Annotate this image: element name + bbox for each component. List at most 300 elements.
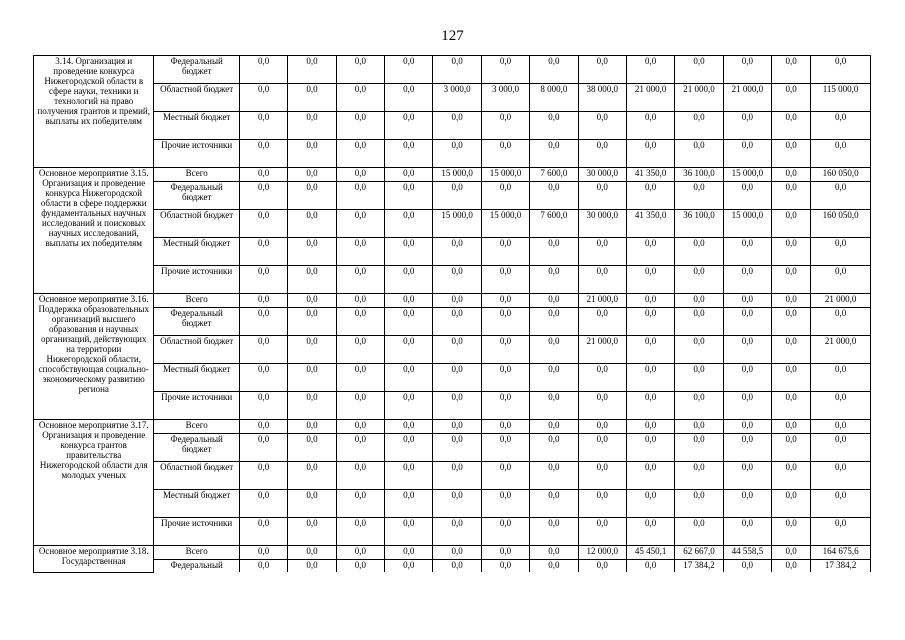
year-value-cell: 0,0 bbox=[481, 308, 529, 336]
year-value-cell: 0,0 bbox=[481, 112, 529, 140]
year-value-cell: 0,0 bbox=[433, 336, 481, 364]
year-value-cell: 0,0 bbox=[772, 308, 811, 336]
year-value-cell: 0,0 bbox=[578, 112, 626, 140]
year-value-cell: 21 000,0 bbox=[675, 84, 723, 112]
year-value-cell: 0,0 bbox=[675, 518, 723, 546]
year-value-cell: 0,0 bbox=[578, 308, 626, 336]
year-value-cell: 0,0 bbox=[288, 434, 336, 462]
table-row bbox=[34, 168, 871, 182]
year-value-cell: 0,0 bbox=[530, 392, 578, 420]
year-value-cell: 0,0 bbox=[288, 84, 336, 112]
year-value-cell: 38 000,0 bbox=[578, 84, 626, 112]
year-value-cell: 0,0 bbox=[239, 560, 287, 573]
table-row bbox=[34, 238, 871, 266]
year-value-cell: 0,0 bbox=[723, 336, 771, 364]
total-value-cell: 21 000,0 bbox=[811, 294, 871, 308]
year-value-cell: 0,0 bbox=[385, 140, 433, 168]
activity-name-cell: Основное мероприятие 3.16. Поддержка образовательных организаций высшего образования и научных организаций, действующих на территории Нижегородской области, способствующая социально-экономическому развитию региона bbox=[34, 294, 154, 420]
year-value-cell: 0,0 bbox=[433, 266, 481, 294]
year-value-cell: 0,0 bbox=[385, 168, 433, 182]
year-value-cell: 0,0 bbox=[239, 266, 287, 294]
year-value-cell: 0,0 bbox=[239, 238, 287, 266]
table-row bbox=[34, 420, 871, 434]
year-value-cell: 0,0 bbox=[723, 560, 771, 573]
year-value-cell: 0,0 bbox=[288, 238, 336, 266]
total-value-cell: 0,0 bbox=[811, 140, 871, 168]
year-value-cell: 62 667,0 bbox=[675, 546, 723, 560]
year-value-cell: 0,0 bbox=[288, 462, 336, 490]
year-value-cell: 3 000,0 bbox=[481, 84, 529, 112]
year-value-cell: 0,0 bbox=[481, 294, 529, 308]
year-value-cell: 0,0 bbox=[336, 238, 384, 266]
year-value-cell: 0,0 bbox=[433, 140, 481, 168]
budget-table-body bbox=[34, 56, 871, 573]
funding-source-cell: Местный бюджет bbox=[154, 238, 239, 266]
funding-source-cell: Прочие источники bbox=[154, 392, 239, 420]
year-value-cell: 0,0 bbox=[385, 336, 433, 364]
year-value-cell: 0,0 bbox=[336, 56, 384, 84]
year-value-cell: 0,0 bbox=[723, 140, 771, 168]
year-value-cell: 0,0 bbox=[288, 210, 336, 238]
table-row bbox=[34, 210, 871, 238]
table-row bbox=[34, 490, 871, 518]
year-value-cell: 0,0 bbox=[723, 182, 771, 210]
total-value-cell: 0,0 bbox=[811, 112, 871, 140]
year-value-cell: 15 000,0 bbox=[723, 168, 771, 182]
activity-name-cell: Основное мероприятие 3.17. Организация и проведение конкурса грантов правительства Нижегородской области для молодых ученых bbox=[34, 420, 154, 546]
year-value-cell: 0,0 bbox=[578, 238, 626, 266]
year-value-cell: 0,0 bbox=[239, 308, 287, 336]
year-value-cell: 0,0 bbox=[772, 294, 811, 308]
year-value-cell: 0,0 bbox=[481, 560, 529, 573]
year-value-cell: 0,0 bbox=[530, 336, 578, 364]
year-value-cell: 0,0 bbox=[578, 560, 626, 573]
year-value-cell: 0,0 bbox=[336, 518, 384, 546]
page-number: 127 bbox=[441, 28, 464, 44]
year-value-cell: 0,0 bbox=[578, 462, 626, 490]
year-value-cell: 3 000,0 bbox=[433, 84, 481, 112]
funding-source-cell: Областной бюджет bbox=[154, 84, 239, 112]
year-value-cell: 0,0 bbox=[385, 210, 433, 238]
year-value-cell: 0,0 bbox=[530, 462, 578, 490]
year-value-cell: 0,0 bbox=[239, 518, 287, 546]
year-value-cell: 0,0 bbox=[675, 294, 723, 308]
year-value-cell: 0,0 bbox=[626, 560, 674, 573]
year-value-cell: 30 000,0 bbox=[578, 168, 626, 182]
year-value-cell: 0,0 bbox=[530, 546, 578, 560]
year-value-cell: 0,0 bbox=[772, 140, 811, 168]
year-value-cell: 0,0 bbox=[385, 546, 433, 560]
activity-name-cell: Основное мероприятие 3.15. Организация и проведение конкурса Нижегородской области в сфере поддержки фундаментальных научных исследований и поисковых научных исследований, выплаты их победителям bbox=[34, 168, 154, 294]
budget-table bbox=[33, 55, 871, 573]
year-value-cell: 0,0 bbox=[530, 112, 578, 140]
table-row bbox=[34, 56, 871, 84]
year-value-cell: 0,0 bbox=[385, 112, 433, 140]
total-value-cell: 0,0 bbox=[811, 308, 871, 336]
year-value-cell: 15 000,0 bbox=[433, 210, 481, 238]
table-row bbox=[34, 518, 871, 546]
year-value-cell: 12 000,0 bbox=[578, 546, 626, 560]
funding-source-cell: Областной бюджет bbox=[154, 336, 239, 364]
year-value-cell: 15 000,0 bbox=[433, 168, 481, 182]
year-value-cell: 0,0 bbox=[530, 518, 578, 546]
year-value-cell: 0,0 bbox=[288, 266, 336, 294]
year-value-cell: 0,0 bbox=[675, 420, 723, 434]
year-value-cell: 0,0 bbox=[385, 434, 433, 462]
year-value-cell: 0,0 bbox=[626, 238, 674, 266]
year-value-cell: 0,0 bbox=[723, 294, 771, 308]
total-value-cell: 0,0 bbox=[811, 420, 871, 434]
year-value-cell: 0,0 bbox=[675, 336, 723, 364]
year-value-cell: 0,0 bbox=[626, 392, 674, 420]
year-value-cell: 0,0 bbox=[336, 546, 384, 560]
year-value-cell: 0,0 bbox=[626, 434, 674, 462]
year-value-cell: 0,0 bbox=[336, 434, 384, 462]
year-value-cell: 0,0 bbox=[481, 364, 529, 392]
year-value-cell: 0,0 bbox=[481, 462, 529, 490]
total-value-cell: 0,0 bbox=[811, 518, 871, 546]
year-value-cell: 0,0 bbox=[239, 140, 287, 168]
year-value-cell: 7 600,0 bbox=[530, 168, 578, 182]
year-value-cell: 0,0 bbox=[578, 420, 626, 434]
year-value-cell: 0,0 bbox=[723, 420, 771, 434]
year-value-cell: 0,0 bbox=[481, 434, 529, 462]
funding-source-cell: Федеральный бюджет bbox=[154, 182, 239, 210]
year-value-cell: 0,0 bbox=[626, 266, 674, 294]
year-value-cell: 0,0 bbox=[336, 84, 384, 112]
total-value-cell: 17 384,2 bbox=[811, 560, 871, 573]
year-value-cell: 0,0 bbox=[723, 392, 771, 420]
table-row bbox=[34, 364, 871, 392]
year-value-cell: 0,0 bbox=[239, 336, 287, 364]
year-value-cell: 0,0 bbox=[626, 462, 674, 490]
year-value-cell: 0,0 bbox=[336, 266, 384, 294]
year-value-cell: 0,0 bbox=[336, 392, 384, 420]
table-row bbox=[34, 546, 871, 560]
total-value-cell: 0,0 bbox=[811, 182, 871, 210]
year-value-cell: 0,0 bbox=[385, 294, 433, 308]
year-value-cell: 0,0 bbox=[723, 434, 771, 462]
table-row bbox=[34, 84, 871, 112]
funding-source-cell: Федеральный бюджет bbox=[154, 434, 239, 462]
year-value-cell: 0,0 bbox=[723, 490, 771, 518]
year-value-cell: 0,0 bbox=[239, 168, 287, 182]
year-value-cell: 0,0 bbox=[433, 392, 481, 420]
year-value-cell: 0,0 bbox=[239, 434, 287, 462]
year-value-cell: 0,0 bbox=[772, 266, 811, 294]
year-value-cell: 0,0 bbox=[239, 420, 287, 434]
year-value-cell: 0,0 bbox=[385, 518, 433, 546]
year-value-cell: 0,0 bbox=[772, 238, 811, 266]
year-value-cell: 0,0 bbox=[385, 490, 433, 518]
year-value-cell: 0,0 bbox=[239, 112, 287, 140]
year-value-cell: 17 384,2 bbox=[675, 560, 723, 573]
year-value-cell: 0,0 bbox=[772, 392, 811, 420]
funding-source-cell: Прочие источники bbox=[154, 518, 239, 546]
activity-name-cell: Основное мероприятие 3.18. Государственная bbox=[34, 546, 154, 573]
year-value-cell: 21 000,0 bbox=[626, 84, 674, 112]
year-value-cell: 0,0 bbox=[288, 392, 336, 420]
year-value-cell: 36 100,0 bbox=[675, 168, 723, 182]
year-value-cell: 0,0 bbox=[239, 84, 287, 112]
year-value-cell: 0,0 bbox=[239, 182, 287, 210]
year-value-cell: 0,0 bbox=[772, 364, 811, 392]
total-value-cell: 0,0 bbox=[811, 266, 871, 294]
year-value-cell: 0,0 bbox=[578, 140, 626, 168]
year-value-cell: 0,0 bbox=[433, 490, 481, 518]
year-value-cell: 21 000,0 bbox=[578, 336, 626, 364]
year-value-cell: 0,0 bbox=[481, 266, 529, 294]
year-value-cell: 0,0 bbox=[723, 308, 771, 336]
total-value-cell: 21 000,0 bbox=[811, 336, 871, 364]
year-value-cell: 0,0 bbox=[675, 308, 723, 336]
year-value-cell: 0,0 bbox=[336, 462, 384, 490]
year-value-cell: 0,0 bbox=[288, 182, 336, 210]
year-value-cell: 0,0 bbox=[481, 420, 529, 434]
year-value-cell: 0,0 bbox=[336, 112, 384, 140]
year-value-cell: 0,0 bbox=[675, 490, 723, 518]
year-value-cell: 41 350,0 bbox=[626, 168, 674, 182]
year-value-cell: 0,0 bbox=[433, 112, 481, 140]
funding-source-cell: Федеральный bbox=[154, 560, 239, 573]
year-value-cell: 8 000,0 bbox=[530, 84, 578, 112]
year-value-cell: 0,0 bbox=[578, 490, 626, 518]
year-value-cell: 0,0 bbox=[578, 182, 626, 210]
year-value-cell: 0,0 bbox=[239, 364, 287, 392]
year-value-cell: 0,0 bbox=[385, 420, 433, 434]
year-value-cell: 0,0 bbox=[772, 490, 811, 518]
year-value-cell: 0,0 bbox=[675, 182, 723, 210]
year-value-cell: 0,0 bbox=[433, 560, 481, 573]
year-value-cell: 0,0 bbox=[481, 56, 529, 84]
year-value-cell: 45 450,1 bbox=[626, 546, 674, 560]
year-value-cell: 0,0 bbox=[433, 238, 481, 266]
year-value-cell: 0,0 bbox=[239, 490, 287, 518]
year-value-cell: 0,0 bbox=[481, 490, 529, 518]
activity-name-cell: 3.14. Организация и проведение конкурса Нижегородской области в сфере науки, техники и технологий на право получения грантов и премий, выплаты их победителям bbox=[34, 56, 154, 168]
year-value-cell: 0,0 bbox=[675, 364, 723, 392]
year-value-cell: 0,0 bbox=[239, 210, 287, 238]
year-value-cell: 0,0 bbox=[772, 560, 811, 573]
year-value-cell: 0,0 bbox=[530, 294, 578, 308]
year-value-cell: 0,0 bbox=[385, 392, 433, 420]
total-value-cell: 0,0 bbox=[811, 434, 871, 462]
year-value-cell: 0,0 bbox=[578, 56, 626, 84]
year-value-cell: 0,0 bbox=[578, 518, 626, 546]
year-value-cell: 0,0 bbox=[481, 546, 529, 560]
funding-source-cell: Федеральный бюджет bbox=[154, 308, 239, 336]
year-value-cell: 0,0 bbox=[772, 462, 811, 490]
funding-source-cell: Всего bbox=[154, 168, 239, 182]
year-value-cell: 0,0 bbox=[288, 112, 336, 140]
year-value-cell: 0,0 bbox=[239, 392, 287, 420]
year-value-cell: 0,0 bbox=[723, 56, 771, 84]
year-value-cell: 0,0 bbox=[288, 546, 336, 560]
year-value-cell: 21 000,0 bbox=[723, 84, 771, 112]
total-value-cell: 0,0 bbox=[811, 56, 871, 84]
year-value-cell: 0,0 bbox=[288, 560, 336, 573]
table-row bbox=[34, 560, 871, 573]
year-value-cell: 0,0 bbox=[336, 420, 384, 434]
year-value-cell: 0,0 bbox=[675, 392, 723, 420]
year-value-cell: 0,0 bbox=[675, 434, 723, 462]
total-value-cell: 0,0 bbox=[811, 392, 871, 420]
year-value-cell: 0,0 bbox=[288, 420, 336, 434]
funding-source-cell: Федеральный бюджет bbox=[154, 56, 239, 84]
year-value-cell: 0,0 bbox=[675, 56, 723, 84]
table-row bbox=[34, 140, 871, 168]
year-value-cell: 0,0 bbox=[723, 364, 771, 392]
year-value-cell: 0,0 bbox=[336, 336, 384, 364]
year-value-cell: 36 100,0 bbox=[675, 210, 723, 238]
year-value-cell: 0,0 bbox=[336, 308, 384, 336]
year-value-cell: 0,0 bbox=[433, 546, 481, 560]
year-value-cell: 0,0 bbox=[481, 140, 529, 168]
funding-source-cell: Местный бюджет bbox=[154, 364, 239, 392]
year-value-cell: 0,0 bbox=[481, 238, 529, 266]
year-value-cell: 0,0 bbox=[385, 182, 433, 210]
funding-source-cell: Местный бюджет bbox=[154, 490, 239, 518]
year-value-cell: 0,0 bbox=[530, 308, 578, 336]
year-value-cell: 0,0 bbox=[626, 294, 674, 308]
year-value-cell: 0,0 bbox=[385, 56, 433, 84]
table-row bbox=[34, 392, 871, 420]
year-value-cell: 30 000,0 bbox=[578, 210, 626, 238]
year-value-cell: 0,0 bbox=[772, 420, 811, 434]
year-value-cell: 0,0 bbox=[772, 518, 811, 546]
funding-source-cell: Местный бюджет bbox=[154, 112, 239, 140]
year-value-cell: 0,0 bbox=[481, 182, 529, 210]
year-value-cell: 0,0 bbox=[239, 294, 287, 308]
table-row bbox=[34, 308, 871, 336]
year-value-cell: 0,0 bbox=[578, 266, 626, 294]
year-value-cell: 0,0 bbox=[530, 364, 578, 392]
year-value-cell: 0,0 bbox=[675, 112, 723, 140]
year-value-cell: 15 000,0 bbox=[481, 210, 529, 238]
year-value-cell: 0,0 bbox=[288, 294, 336, 308]
year-value-cell: 7 600,0 bbox=[530, 210, 578, 238]
funding-source-cell: Прочие источники bbox=[154, 266, 239, 294]
year-value-cell: 15 000,0 bbox=[481, 168, 529, 182]
total-value-cell: 0,0 bbox=[811, 364, 871, 392]
table-row bbox=[34, 294, 871, 308]
year-value-cell: 0,0 bbox=[675, 462, 723, 490]
total-value-cell: 160 050,0 bbox=[811, 168, 871, 182]
year-value-cell: 0,0 bbox=[336, 182, 384, 210]
year-value-cell: 0,0 bbox=[530, 266, 578, 294]
funding-source-cell: Областной бюджет bbox=[154, 462, 239, 490]
year-value-cell: 0,0 bbox=[385, 238, 433, 266]
year-value-cell: 0,0 bbox=[385, 364, 433, 392]
year-value-cell: 0,0 bbox=[481, 392, 529, 420]
year-value-cell: 0,0 bbox=[626, 364, 674, 392]
year-value-cell: 0,0 bbox=[433, 308, 481, 336]
year-value-cell: 0,0 bbox=[385, 560, 433, 573]
year-value-cell: 0,0 bbox=[530, 434, 578, 462]
year-value-cell: 0,0 bbox=[288, 518, 336, 546]
year-value-cell: 0,0 bbox=[772, 434, 811, 462]
year-value-cell: 0,0 bbox=[288, 364, 336, 392]
year-value-cell: 0,0 bbox=[433, 420, 481, 434]
year-value-cell: 0,0 bbox=[772, 84, 811, 112]
year-value-cell: 0,0 bbox=[336, 210, 384, 238]
year-value-cell: 0,0 bbox=[433, 56, 481, 84]
table-row bbox=[34, 462, 871, 490]
year-value-cell: 0,0 bbox=[723, 462, 771, 490]
year-value-cell: 0,0 bbox=[433, 434, 481, 462]
year-value-cell: 0,0 bbox=[336, 294, 384, 308]
year-value-cell: 0,0 bbox=[385, 308, 433, 336]
table-row bbox=[34, 112, 871, 140]
year-value-cell: 0,0 bbox=[385, 84, 433, 112]
year-value-cell: 0,0 bbox=[675, 238, 723, 266]
year-value-cell: 0,0 bbox=[239, 462, 287, 490]
year-value-cell: 0,0 bbox=[530, 238, 578, 266]
year-value-cell: 0,0 bbox=[772, 546, 811, 560]
year-value-cell: 0,0 bbox=[626, 308, 674, 336]
year-value-cell: 0,0 bbox=[385, 462, 433, 490]
funding-source-cell: Прочие источники bbox=[154, 140, 239, 168]
year-value-cell: 0,0 bbox=[675, 140, 723, 168]
year-value-cell: 15 000,0 bbox=[723, 210, 771, 238]
year-value-cell: 0,0 bbox=[772, 336, 811, 364]
year-value-cell: 0,0 bbox=[481, 336, 529, 364]
year-value-cell: 0,0 bbox=[772, 112, 811, 140]
year-value-cell: 0,0 bbox=[626, 56, 674, 84]
year-value-cell: 0,0 bbox=[626, 182, 674, 210]
year-value-cell: 0,0 bbox=[723, 266, 771, 294]
year-value-cell: 0,0 bbox=[530, 490, 578, 518]
table-row bbox=[34, 434, 871, 462]
year-value-cell: 0,0 bbox=[530, 140, 578, 168]
year-value-cell: 0,0 bbox=[530, 182, 578, 210]
year-value-cell: 0,0 bbox=[336, 560, 384, 573]
year-value-cell: 0,0 bbox=[626, 420, 674, 434]
year-value-cell: 0,0 bbox=[433, 518, 481, 546]
year-value-cell: 44 558,5 bbox=[723, 546, 771, 560]
year-value-cell: 0,0 bbox=[675, 266, 723, 294]
year-value-cell: 0,0 bbox=[288, 308, 336, 336]
table-row bbox=[34, 336, 871, 364]
year-value-cell: 0,0 bbox=[772, 168, 811, 182]
funding-source-cell: Всего bbox=[154, 420, 239, 434]
year-value-cell: 0,0 bbox=[385, 266, 433, 294]
year-value-cell: 0,0 bbox=[433, 294, 481, 308]
total-value-cell: 115 000,0 bbox=[811, 84, 871, 112]
year-value-cell: 0,0 bbox=[336, 168, 384, 182]
year-value-cell: 0,0 bbox=[288, 56, 336, 84]
year-value-cell: 0,0 bbox=[239, 56, 287, 84]
year-value-cell: 0,0 bbox=[530, 560, 578, 573]
total-value-cell: 0,0 bbox=[811, 462, 871, 490]
year-value-cell: 0,0 bbox=[626, 490, 674, 518]
year-value-cell: 0,0 bbox=[578, 434, 626, 462]
year-value-cell: 0,0 bbox=[288, 336, 336, 364]
year-value-cell: 0,0 bbox=[772, 210, 811, 238]
year-value-cell: 0,0 bbox=[433, 462, 481, 490]
table-row bbox=[34, 266, 871, 294]
total-value-cell: 164 675,6 bbox=[811, 546, 871, 560]
year-value-cell: 0,0 bbox=[626, 140, 674, 168]
table-row bbox=[34, 182, 871, 210]
year-value-cell: 0,0 bbox=[772, 182, 811, 210]
year-value-cell: 0,0 bbox=[723, 518, 771, 546]
funding-source-cell: Всего bbox=[154, 294, 239, 308]
year-value-cell: 0,0 bbox=[288, 140, 336, 168]
year-value-cell: 0,0 bbox=[530, 56, 578, 84]
total-value-cell: 160 050,0 bbox=[811, 210, 871, 238]
year-value-cell: 0,0 bbox=[288, 168, 336, 182]
